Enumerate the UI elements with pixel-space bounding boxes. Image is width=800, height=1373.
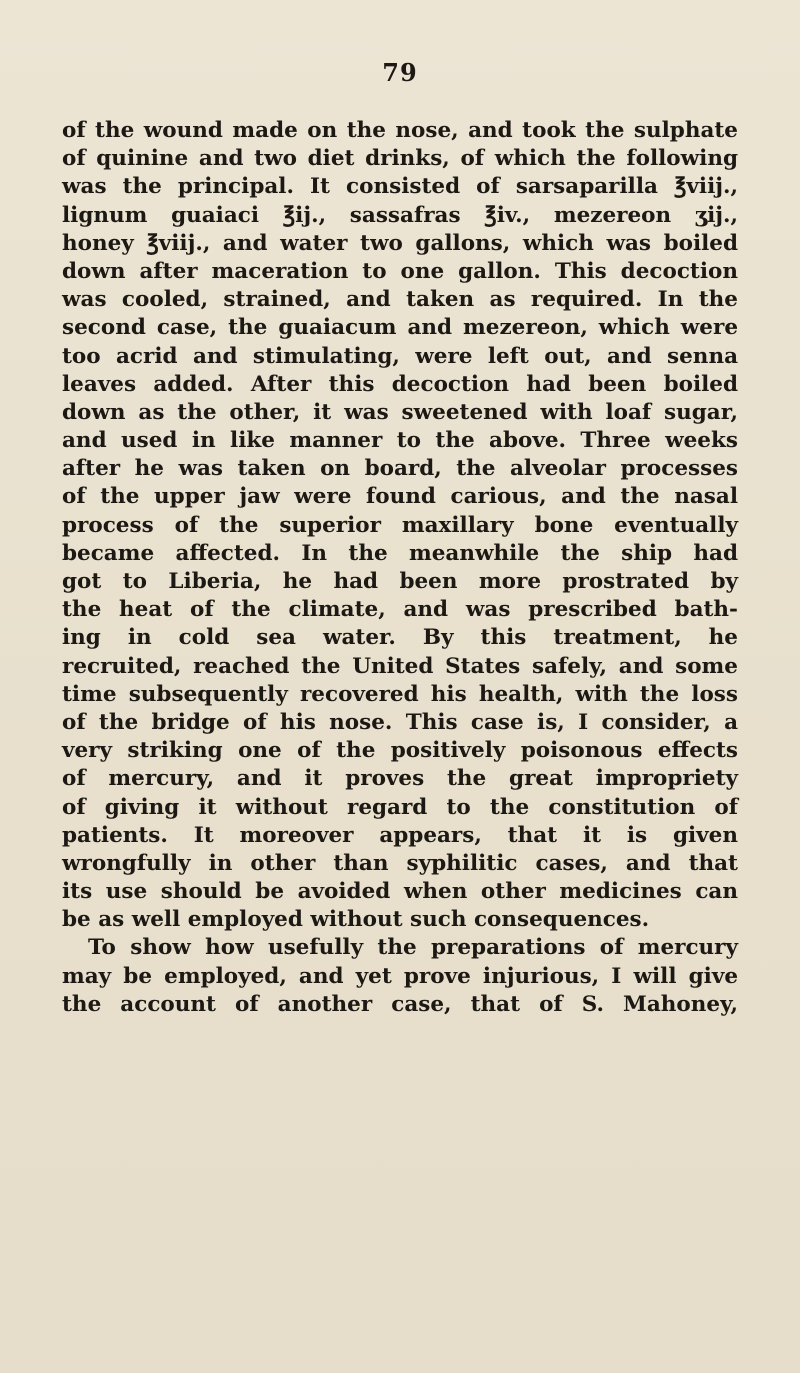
text-line: the account of another case, that of S. Mahoney, xyxy=(62,991,738,1017)
text-line: became affected. In the meanwhile the ship had xyxy=(62,540,738,566)
text-line: down after maceration to one gallon. This decoction xyxy=(62,258,738,284)
body-text xyxy=(62,117,738,1019)
text-line: was the principal. It consisted of sarsaparilla ℥viij., xyxy=(62,174,738,200)
text-line: second case, the guaiacum and mezereon, which were xyxy=(62,315,738,341)
text-line: To show how usefully the preparations of mercury xyxy=(88,935,738,961)
text-line: of the wound made on the nose, and took the sulphate xyxy=(62,118,738,143)
text-line: time subsequently recovered his health, with the loss xyxy=(62,681,738,707)
text-line: of quinine and two diet drinks, of which the following xyxy=(62,146,738,172)
text-line: too acrid and stimulating, were left out, and senna xyxy=(62,343,738,369)
text-line: recruited, reached the United States safely, and some xyxy=(62,653,738,679)
text-line: of giving it without regard to the constitution of xyxy=(62,794,738,820)
text-line: wrongfully in other than syphilitic cases, and that xyxy=(62,850,738,876)
page-number: 79 xyxy=(382,58,418,87)
text-line: was cooled, strained, and taken as required. In the xyxy=(62,287,738,313)
text-line: patients. It moreover appears, that it is given xyxy=(62,822,738,848)
text-line: may be employed, and yet prove injurious, I will give xyxy=(62,963,738,989)
text-line: process of the superior maxillary bone eventually xyxy=(62,512,738,538)
text-line: ing in cold sea water. By this treatment, he xyxy=(62,625,738,651)
text-line: and used in like manner to the above. Three weeks xyxy=(62,428,738,454)
text-line: of the bridge of his nose. This case is, I consider, a xyxy=(62,709,738,735)
text-line: be as well employed without such consequences. xyxy=(62,907,650,933)
text-line: leaves added. After this decoction had been boiled xyxy=(62,371,738,397)
text-line: got to Liberia, he had been more prostrated by xyxy=(62,569,738,594)
text-line: very striking one of the positively poisonous effects xyxy=(62,738,738,764)
text-line: honey ℥viij., and water two gallons, which was boiled xyxy=(62,230,738,256)
text-line: of mercury, and it proves the great impropriety xyxy=(62,766,738,792)
text-line: after he was taken on board, the alveolar processes xyxy=(62,456,738,482)
text-line: lignum guaiaci ℥ij., sassafras ℥iv., mezereon ʒij., xyxy=(62,202,738,228)
text-line: down as the other, it was sweetened with loaf sugar, xyxy=(62,399,738,425)
text-line: of the upper jaw were found carious, and the nasal xyxy=(62,484,738,510)
text-line: its use should be avoided when other medicines can xyxy=(62,879,738,905)
text-line: the heat of the climate, and was prescribed bath- xyxy=(62,597,738,623)
